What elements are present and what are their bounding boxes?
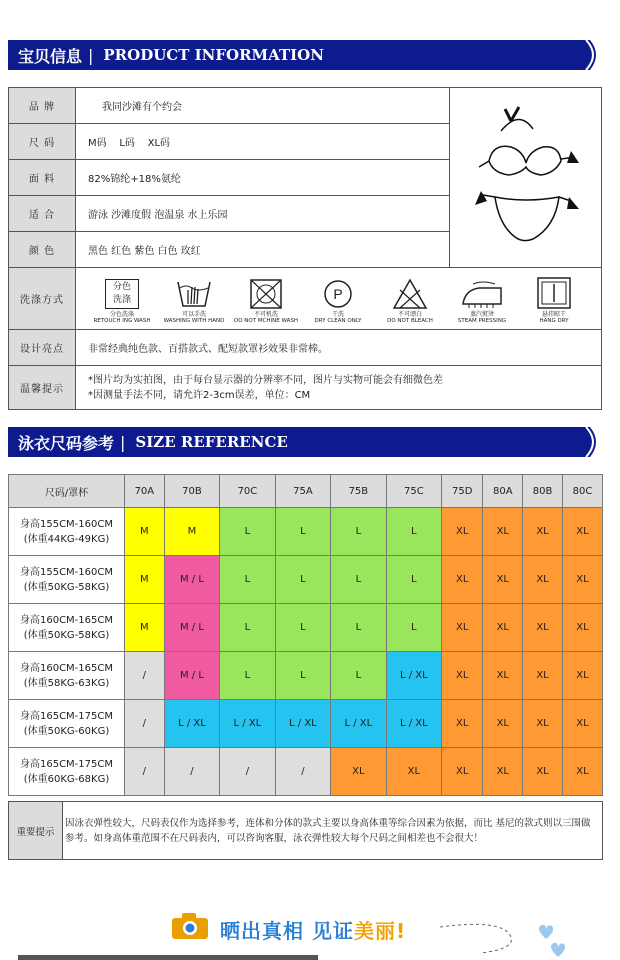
size-cell: L / XL xyxy=(331,700,386,748)
size-cell: / xyxy=(125,652,165,700)
size-cell: XL xyxy=(442,700,483,748)
size-col-header: 80C xyxy=(562,475,602,508)
size-col-header: 70B xyxy=(164,475,219,508)
size-cell: M xyxy=(125,508,165,556)
size-cell: XL xyxy=(562,556,602,604)
hang-dry-icon xyxy=(518,276,590,325)
size-col-header: 75A xyxy=(275,475,330,508)
wash-caption-cn: 可以手洗 xyxy=(181,310,206,318)
size-cell: L xyxy=(275,604,330,652)
size-row-header xyxy=(9,748,125,796)
row-weight-range: (体重50KG-60KG) xyxy=(23,725,110,737)
size-col-header: 70C xyxy=(220,475,275,508)
row-height-range: 身高155CM-160CM xyxy=(19,518,113,530)
bikini-illustration xyxy=(471,101,581,251)
size-cell: XL xyxy=(523,556,563,604)
size-col-header: 75C xyxy=(386,475,441,508)
review-title-a: 晒出真相 见证 xyxy=(220,919,354,943)
review-title-b: 美丽! xyxy=(353,919,407,943)
size-cell: XL xyxy=(562,748,602,796)
wash-label: 洗涤方式 xyxy=(9,268,76,330)
size-cell: / xyxy=(125,700,165,748)
suit-label: 适 合 xyxy=(9,196,76,232)
size-cell: XL xyxy=(562,652,602,700)
size-cell: L xyxy=(275,508,330,556)
size-table-row xyxy=(9,508,603,556)
size-cell: L xyxy=(386,604,441,652)
note-text: 因泳衣弹性较大，尺码表仅作为选择参考，连体和分体的款式主要以身高体重等综合因素为依据，而比 基尼的款式则以三围做参考。如身高体重范围不在尺码表内，可以咨询客服，泳衣弹性较大每个尺码之间相差也不会很大！ xyxy=(63,802,603,860)
size-cell: XL xyxy=(483,652,523,700)
wash-caption-cn: 不可机洗 xyxy=(253,310,278,318)
wash-caption-cn: 分色洗涤 xyxy=(109,310,134,318)
size-cell: L xyxy=(386,508,441,556)
size-reference-banner: 泳衣尺码参考 | SIZE REFERENCE xyxy=(8,427,604,457)
size-cell: / xyxy=(164,748,219,796)
banner-title-en: SIZE REFERENCE xyxy=(135,433,288,451)
size-cell: XL xyxy=(523,604,563,652)
size-cell: L xyxy=(331,508,386,556)
size-cell: XL xyxy=(562,508,602,556)
size-cell: XL xyxy=(562,700,602,748)
row-height-range: 身高165CM-175CM xyxy=(19,758,113,770)
size-cell: L xyxy=(386,556,441,604)
wash-caption-en: RETOUCH ING WASH xyxy=(93,317,151,324)
size-cell: XL xyxy=(483,700,523,748)
tips-line-1: *图片均为实拍图，由于每台显示器的分辨率不同，图片与实物可能会有细微色差 xyxy=(88,374,443,386)
banner-curl-decoration xyxy=(570,40,604,70)
size-cell: L / XL xyxy=(164,700,219,748)
size-label: 尺 码 xyxy=(9,124,76,160)
hand-wash-icon xyxy=(158,278,230,325)
banner-title-cn: 泳衣尺码参考 xyxy=(18,433,115,453)
dry-clean-symbol: P xyxy=(333,285,343,302)
row-weight-range: (体重60KG-68KG) xyxy=(23,773,110,785)
size-cell: XL xyxy=(442,604,483,652)
size-cell: L xyxy=(220,604,275,652)
row-weight-range: (体重58KG-63KG) xyxy=(23,677,110,689)
size-cell: L xyxy=(331,556,386,604)
size-cell: L xyxy=(220,556,275,604)
size-cell: / xyxy=(275,748,330,796)
size-col-header: 70A xyxy=(125,475,165,508)
size-cell: L xyxy=(220,508,275,556)
size-cell: M xyxy=(164,508,219,556)
size-row-header xyxy=(9,556,125,604)
size-cell: XL xyxy=(483,508,523,556)
steam-iron-icon xyxy=(446,278,518,325)
size-reference-table xyxy=(8,474,603,796)
fabric-value: 82%锦纶+18%氨纶 xyxy=(76,160,450,196)
review-title xyxy=(220,915,406,944)
design-value: 非常经典纯色款、百搭款式、配短款罩衫效果非常棒。 xyxy=(76,330,602,366)
size-cell: / xyxy=(220,748,275,796)
row-weight-range: (体重50KG-58KG) xyxy=(23,629,110,641)
size-table-row xyxy=(9,556,603,604)
size-col-header: 75D xyxy=(442,475,483,508)
size-cell: M xyxy=(125,556,165,604)
wash-caption-en: STEAM PRESSING xyxy=(457,317,507,324)
wash-caption-cn: 蒸汽熨烫 xyxy=(469,310,494,318)
size-col-header: 80B xyxy=(523,475,563,508)
dashed-swirl-decoration xyxy=(440,919,540,959)
size-cell: L / XL xyxy=(275,700,330,748)
row-height-range: 身高160CM-165CM xyxy=(19,662,113,674)
size-row-header xyxy=(9,652,125,700)
size-cell: / xyxy=(125,748,165,796)
wash-caption-en: DO NOT MCHINE WASH xyxy=(233,317,299,324)
row-weight-range: (体重44KG-49KG) xyxy=(23,533,110,545)
row-height-range: 身高160CM-165CM xyxy=(19,614,113,626)
color-label: 颜 色 xyxy=(9,232,76,268)
size-cell: XL xyxy=(562,604,602,652)
design-label: 设计亮点 xyxy=(9,330,76,366)
size-cell: M xyxy=(125,604,165,652)
size-table-corner: 尺码/罩杯 xyxy=(9,475,125,508)
no-bleach-icon xyxy=(374,278,446,325)
size-row-header xyxy=(9,700,125,748)
size-cell: L xyxy=(331,652,386,700)
color-value: 黑色 红色 紫色 白色 玫红 xyxy=(76,232,450,268)
size-row-header xyxy=(9,604,125,652)
size-table-row xyxy=(9,604,603,652)
size-cell: XL xyxy=(483,556,523,604)
banner-curl-decoration xyxy=(570,427,604,457)
size-cell: L / XL xyxy=(386,700,441,748)
tips-value xyxy=(76,366,602,410)
size-cell: XL xyxy=(442,556,483,604)
wash-caption-cn: 悬挂晾干 xyxy=(541,310,566,318)
size-table-row xyxy=(9,748,603,796)
size-cell: L xyxy=(220,652,275,700)
size-cell: L xyxy=(275,556,330,604)
wash-caption-cn: 干洗 xyxy=(331,310,344,318)
size-cell: L xyxy=(331,604,386,652)
product-image xyxy=(450,88,602,268)
size-col-header: 75B xyxy=(331,475,386,508)
size-cell: L / XL xyxy=(220,700,275,748)
size-cell: M / L xyxy=(164,604,219,652)
separate-wash-box-text-2: 洗涤 xyxy=(112,294,131,305)
size-col-header: 80A xyxy=(483,475,523,508)
size-cell: XL xyxy=(442,748,483,796)
no-machine-wash-icon xyxy=(230,278,302,325)
size-cell: XL xyxy=(523,652,563,700)
size-cell: L xyxy=(275,652,330,700)
row-height-range: 身高155CM-160CM xyxy=(19,566,113,578)
hearts-decoration xyxy=(532,919,572,959)
note-label: 重要提示 xyxy=(9,802,63,860)
product-info-banner: 宝贝信息 | PRODUCT INFORMATION xyxy=(8,40,604,70)
size-cell: XL xyxy=(386,748,441,796)
banner-title-cn: 宝贝信息 xyxy=(18,46,83,66)
size-table-row xyxy=(9,652,603,700)
size-cell: XL xyxy=(523,748,563,796)
important-note-table xyxy=(8,801,603,860)
camera-icon xyxy=(170,911,210,941)
row-weight-range: (体重50KG-58KG) xyxy=(23,581,110,593)
product-info-table xyxy=(8,87,602,410)
size-cell: XL xyxy=(442,508,483,556)
separate-wash-box-text-1: 分色 xyxy=(112,281,131,292)
dry-clean-icon xyxy=(302,278,374,325)
size-cell: XL xyxy=(483,748,523,796)
wash-caption-cn: 不可漂白 xyxy=(397,310,422,318)
size-cell: XL xyxy=(483,604,523,652)
review-section-header xyxy=(0,905,620,960)
tips-line-2: *因测量手法不同，请允许2-3cm误差，单位：CM xyxy=(88,389,311,401)
brand-value: 我同沙滩有个约会 xyxy=(76,88,450,124)
wash-icons-row xyxy=(76,268,602,330)
banner-title-en: PRODUCT INFORMATION xyxy=(103,46,324,64)
row-height-range: 身高165CM-175CM xyxy=(19,710,113,722)
wash-caption-en: DO NOT BLEACH xyxy=(387,317,433,324)
wash-caption-en: HANG DRY xyxy=(539,317,569,324)
suit-value: 游泳 沙滩度假 泡温泉 水上乐园 xyxy=(76,196,450,232)
brand-label: 品 牌 xyxy=(9,88,76,124)
size-cell: M / L xyxy=(164,556,219,604)
size-cell: L / XL xyxy=(386,652,441,700)
size-cell: M / L xyxy=(164,652,219,700)
size-cell: XL xyxy=(523,508,563,556)
wash-caption-en: DRY CLEAN ONLY xyxy=(314,317,362,324)
size-cell: XL xyxy=(331,748,386,796)
size-value: M码 L码 XL码 xyxy=(76,124,450,160)
size-cell: XL xyxy=(442,652,483,700)
size-table-row xyxy=(9,700,603,748)
size-cell: XL xyxy=(523,700,563,748)
fabric-label: 面 料 xyxy=(9,160,76,196)
wash-caption-en: WASHING WITH HAND xyxy=(163,317,225,324)
tips-label: 温馨提示 xyxy=(9,366,76,410)
photo-strip-edge xyxy=(18,955,318,960)
separate-wash-icon xyxy=(86,279,158,325)
size-row-header xyxy=(9,508,125,556)
